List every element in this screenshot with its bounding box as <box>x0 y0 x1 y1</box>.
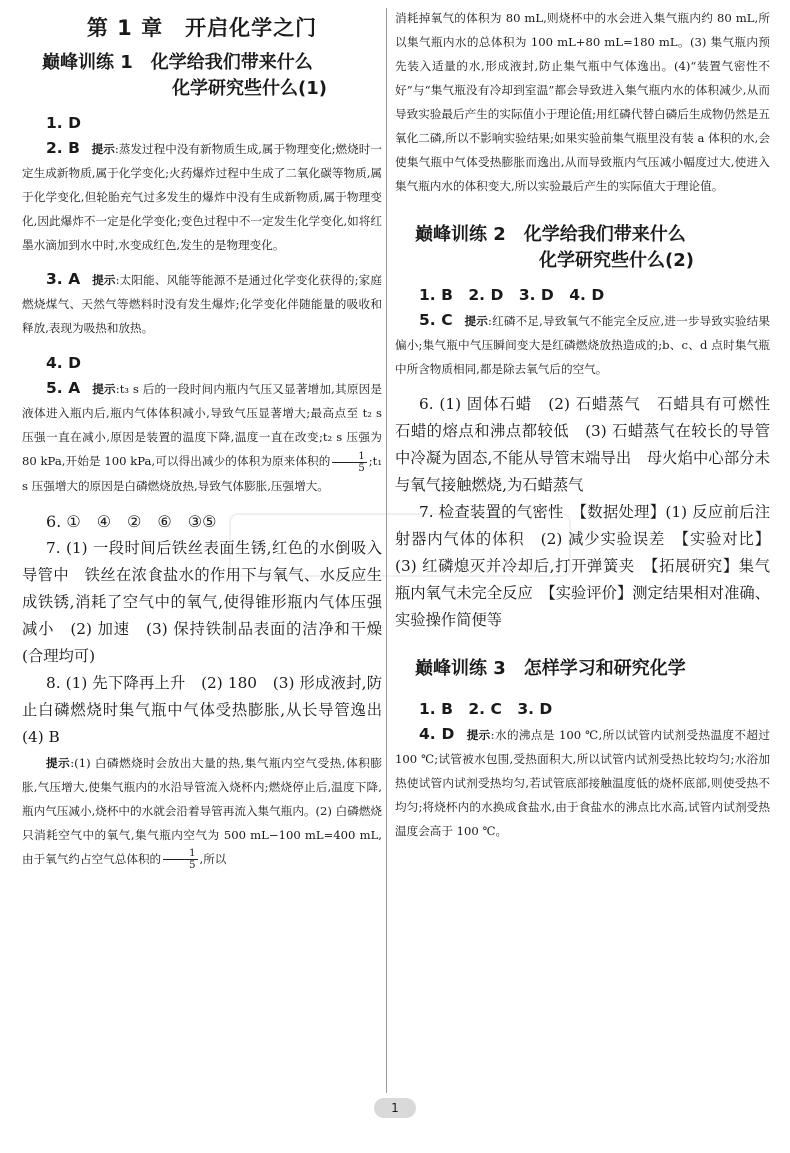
page-number: 1 <box>374 1098 416 1118</box>
answer-3: 3. A 提示:太阳能、风能等能源不是通过化学变化获得的;家庭燃烧煤气、天然气等燃料时没有发生爆炸;化学变化伴随能量的吸收和释放,表现为吸热和放热。 <box>22 270 382 335</box>
section-1-title <box>22 50 382 102</box>
column-divider <box>386 8 387 1093</box>
answer-1: 1. D <box>46 114 81 132</box>
section-1-title-line1: 巅峰训练 1 化学给我们带来什么 <box>42 52 313 73</box>
answer-6: 6. ① ④ ② ⑥ ③⑤ <box>46 511 217 531</box>
answer-6: 6. (1) 固体石蜡 (2) 石蜡蒸气 石蜡具有可燃性 石蜡的熔点和沸点都较低 (3) 石蜡蒸气在较长的导管中冷凝为固态,不能从导管末端导出 母火焰中心部分未与氧气接触燃烧,为石蜡蒸气 <box>395 395 786 494</box>
answer-7: 7. 检查装置的气密性 【数据处理】(1) 反应前后注射器内气体的体积 (2) 减少实验误差 【实验对比】(3) 红磷熄灭并冷却后,打开弹簧夹 【拓展研究】集气瓶内氧气未完全反应 【实验评价】测定结果相对准确、实验操作简便等 <box>395 503 770 629</box>
answer-4: 4. D 提示:水的沸点是 100 ℃,所以试管内试剂受热温度不超过 100 ℃;试管被水包围,受热面积大,所以试管内试剂受热比较均匀;水浴加热使试管内试剂受热均匀,若试管底部接触温度低的烧杯底部,则使受热不均匀;将烧杯内的水换成食盐水,由于食盐水的沸点比水高,试管内试剂受热温度会高于 100 ℃。 <box>395 725 770 838</box>
section-2-title-line2: 化学研究些什么(2) <box>539 250 694 271</box>
answers-1-4: 1. B 2. D 3. D 4. D <box>419 286 605 304</box>
answer-4: 4. D <box>46 354 81 372</box>
section-2-title-line1: 巅峰训练 2 化学给我们带来什么 <box>415 224 686 245</box>
section-3-title: 巅峰训练 3 怎样学习和研究化学 <box>415 658 686 679</box>
chapter-title: 第 1 章 开启化学之门 <box>86 16 318 40</box>
fraction: $\frac{1}{5}$ <box>332 451 366 474</box>
right-column <box>395 0 786 843</box>
answer-8-hint-continued: 消耗掉氧气的体积为 80 mL,则烧杯中的水会进入集气瓶内约 80 mL,所以集气瓶内水的总体积为 100 mL+80 mL=180 mL。(3) 集气瓶内预先装入适量的水,形成液封,防止集气瓶中气体逸出。(4)“装置气密性不好”与“集气瓶没有冷却到室温”都会导致进入集气瓶内水的体积减少,从而导致实验最后产生的实际值小于理论值;用红磷代替白磷后生成物仍然是五氧化二磷,所以不影响实验结果;如果实验前集气瓶里没有装 a 体积的水,会使集气瓶中气体受热膨胀而逸出,从而导致瓶内气压减小幅度过大,使进入集气瓶内水的体积变大,所以实验最后产生的实际值大于理论值。 <box>395 11 770 193</box>
section-2-title <box>395 222 770 274</box>
answer-7: 7. (1) 一段时间后铁丝表面生锈,红色的水倒吸入导管中 铁丝在浓食盐水的作用下与氧气、水反应生成铁锈,消耗了空气中的氧气,使得锥形瓶内气体压强减小 (2) 加速 (3) 保持铁制品表面的洁净和干燥(合理均可) <box>22 538 382 665</box>
answer-5: 5. A 提示:t₃ s 后的一段时间内瓶内气压又显著增加,其原因是液体进入瓶内后,瓶内气体体积减小,导致气压显著增大;最高点至 t₂ s 压强一直在减小,原因是装置的温度下降,温度一直在改变;t₂ s 压强为80 kPa,开始是 100 kPa,可以得出减少的体积为原来体积的 $\frac{1}{5}$ ;t₁ s 压强增大的原因是白磷燃烧放热,导致气体膨胀,压强增大。 <box>22 379 382 493</box>
left-column <box>22 0 398 871</box>
answers-1-3: 1. B 2. C 3. D <box>419 700 553 718</box>
section-1-title-line2: 化学研究些什么(1) <box>172 78 327 99</box>
answer-8: 8. (1) 先下降再上升 (2) 180 (3) 形成液封,防止白磷燃烧时集气瓶中气体受热膨胀,从长导管逸出 (4) B <box>22 673 398 746</box>
answer-5: 5. C 提示:红磷不足,导致氧气不能完全反应,进一步导致实验结果偏小;集气瓶中气压瞬间变大是红磷燃烧放热造成的;b、c、d 点时集气瓶中所含物质相同,都是除去氧气后的空气。 <box>395 311 770 376</box>
answer-2: 2. B 提示:蒸发过程中没有新物质生成,属于物理变化;燃烧时一定生成新物质,属于化学变化;火药爆炸过程中生成了二氧化碳等物质,属于化学变化,但轮胎充气过多发生的爆炸中没有生成新物质,属于物理变化,因此爆炸不一定是化学变化;变色过程中不一定发生化学变化,如将红墨水滴加到水中时,水变成红色,发生的是物理变化。 <box>22 139 382 252</box>
fraction: $\frac{1}{5}$ <box>163 848 197 871</box>
answer-8-hint: 提示:(1) 白磷燃烧时会放出大量的热,集气瓶内空气受热,体积膨胀,气压增大,使集气瓶内的水沿导管流入烧杯内;燃烧停止后,温度下降,瓶内气压减小,烧杯中的水就会沿着导管再流入集气瓶内。(2) 白磷燃烧只消耗空气中的氧气,集气瓶内空气为 500 mL−100 mL=400 mL,由于氧气约占空气总体积的 $\frac{1}{5}$ ,所以 <box>22 755 383 871</box>
